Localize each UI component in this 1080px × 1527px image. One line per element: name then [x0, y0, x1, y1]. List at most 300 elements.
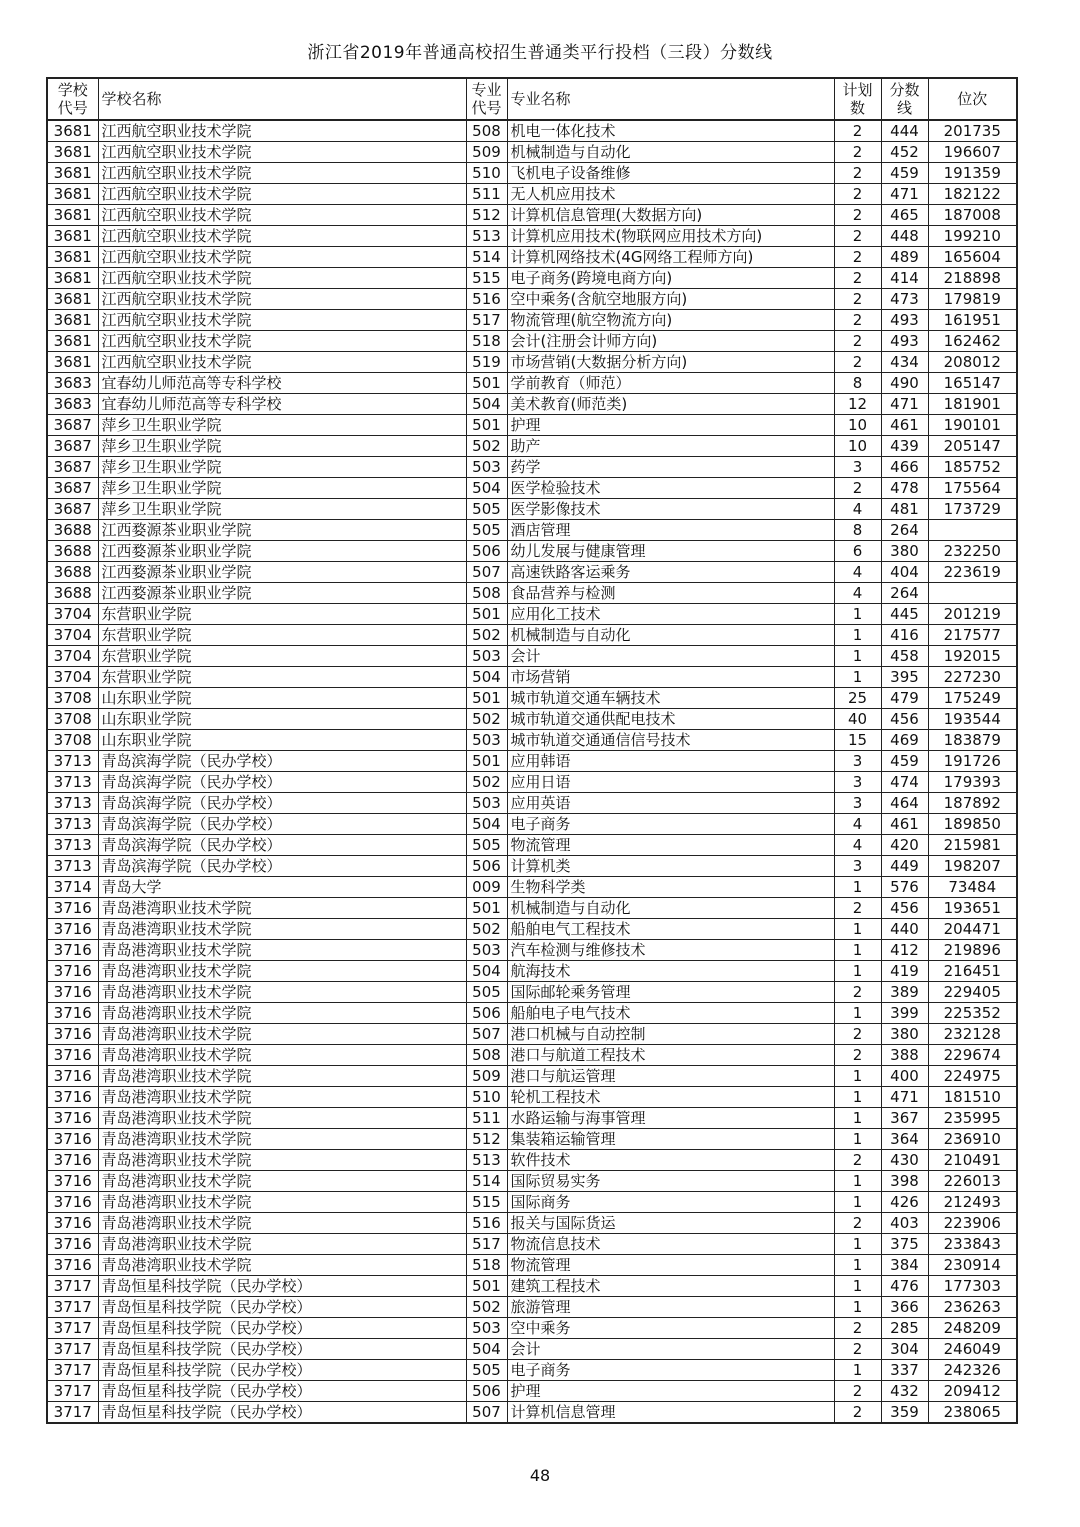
- rank-cell: 181901: [928, 394, 1017, 415]
- major-name-cell: 物流管理: [507, 1255, 834, 1276]
- major-code-cell: 506: [466, 541, 507, 562]
- major-name-cell: 机械制造与自动化: [507, 625, 834, 646]
- school-name-cell: 青岛港湾职业技术学院: [98, 1087, 466, 1108]
- major-name-cell: 机械制造与自动化: [507, 898, 834, 919]
- table-row: [47, 1045, 1017, 1066]
- table-row: [47, 1066, 1017, 1087]
- school-code-cell: 3704: [47, 625, 98, 646]
- major-code-cell: 507: [466, 562, 507, 583]
- major-name-cell: 城市轨道交通供配电技术: [507, 709, 834, 730]
- school-name-cell: 江西航空职业技术学院: [98, 184, 466, 205]
- school-code-cell: 3687: [47, 436, 98, 457]
- school-code-cell: 3716: [47, 1192, 98, 1213]
- table-row: [47, 982, 1017, 1003]
- major-code-cell: 505: [466, 499, 507, 520]
- major-code-cell: 504: [466, 667, 507, 688]
- table-row: [47, 1234, 1017, 1255]
- rank-cell: 183879: [928, 730, 1017, 751]
- table-row: [47, 1003, 1017, 1024]
- score-cell: 426: [881, 1192, 928, 1213]
- plan-cell: 2: [834, 1381, 881, 1402]
- rank-cell: [928, 583, 1017, 604]
- rank-cell: 179393: [928, 772, 1017, 793]
- rank-cell: 227230: [928, 667, 1017, 688]
- table-row: [47, 289, 1017, 310]
- rank-cell: 223906: [928, 1213, 1017, 1234]
- score-cell: 375: [881, 1234, 928, 1255]
- major-code-cell: 510: [466, 163, 507, 184]
- rank-cell: 232250: [928, 541, 1017, 562]
- score-cell: 444: [881, 120, 928, 142]
- table-row: [47, 310, 1017, 331]
- school-code-cell: 3687: [47, 499, 98, 520]
- major-name-cell: 港口与航运管理: [507, 1066, 834, 1087]
- major-code-cell: 502: [466, 919, 507, 940]
- school-code-cell: 3688: [47, 520, 98, 541]
- major-code-cell: 503: [466, 457, 507, 478]
- score-cell: 285: [881, 1318, 928, 1339]
- major-code-cell: 503: [466, 730, 507, 751]
- school-name-cell: 青岛滨海学院（民办学校）: [98, 793, 466, 814]
- major-name-cell: 应用日语: [507, 772, 834, 793]
- plan-cell: 2: [834, 898, 881, 919]
- rank-cell: 208012: [928, 352, 1017, 373]
- school-code-cell: 3683: [47, 394, 98, 415]
- plan-cell: 1: [834, 1003, 881, 1024]
- plan-cell: 3: [834, 457, 881, 478]
- plan-cell: 2: [834, 352, 881, 373]
- major-code-cell: 508: [466, 120, 507, 142]
- rank-cell: 232128: [928, 1024, 1017, 1045]
- rank-cell: 210491: [928, 1150, 1017, 1171]
- major-code-cell: 511: [466, 184, 507, 205]
- major-name-cell: 轮机工程技术: [507, 1087, 834, 1108]
- table-row: [47, 1381, 1017, 1402]
- table-row: [47, 1255, 1017, 1276]
- rank-cell: 224975: [928, 1066, 1017, 1087]
- major-code-cell: 516: [466, 1213, 507, 1234]
- major-code-cell: 512: [466, 205, 507, 226]
- table-row: [47, 730, 1017, 751]
- rank-cell: 196607: [928, 142, 1017, 163]
- major-name-cell: 药学: [507, 457, 834, 478]
- table-row: [47, 1192, 1017, 1213]
- school-name-cell: 青岛港湾职业技术学院: [98, 1213, 466, 1234]
- school-name-cell: 青岛港湾职业技术学院: [98, 940, 466, 961]
- major-code-cell: 513: [466, 226, 507, 247]
- plan-cell: 12: [834, 394, 881, 415]
- plan-cell: 1: [834, 1360, 881, 1381]
- table-row: [47, 940, 1017, 961]
- school-name-cell: 江西航空职业技术学院: [98, 268, 466, 289]
- table-row: [47, 604, 1017, 625]
- table-row: [47, 583, 1017, 604]
- table-row: [47, 1318, 1017, 1339]
- major-code-cell: 511: [466, 1108, 507, 1129]
- major-name-cell: 船舶电子电气技术: [507, 1003, 834, 1024]
- table-row: [47, 457, 1017, 478]
- rank-cell: 173729: [928, 499, 1017, 520]
- major-name-cell: 计算机类: [507, 856, 834, 877]
- major-name-cell: 美术教育(师范类): [507, 394, 834, 415]
- major-name-cell: 港口与航道工程技术: [507, 1045, 834, 1066]
- major-name-cell: 电子商务(跨境电商方向): [507, 268, 834, 289]
- score-cell: 359: [881, 1402, 928, 1424]
- major-code-cell: 514: [466, 247, 507, 268]
- major-code-cell: 505: [466, 1360, 507, 1381]
- major-name-cell: 酒店管理: [507, 520, 834, 541]
- score-cell: 414: [881, 268, 928, 289]
- score-cell: 403: [881, 1213, 928, 1234]
- major-code-cell: 504: [466, 961, 507, 982]
- rank-cell: 162462: [928, 331, 1017, 352]
- school-code-cell: 3716: [47, 1255, 98, 1276]
- table-row: [47, 1339, 1017, 1360]
- score-cell: 471: [881, 1087, 928, 1108]
- table-row: [47, 1129, 1017, 1150]
- table-row: [47, 919, 1017, 940]
- table-row: [47, 1297, 1017, 1318]
- school-code-cell: 3681: [47, 310, 98, 331]
- major-name-cell: 物流信息技术: [507, 1234, 834, 1255]
- major-code-cell: 504: [466, 478, 507, 499]
- table-row: [47, 205, 1017, 226]
- plan-cell: 2: [834, 289, 881, 310]
- table-row: [47, 688, 1017, 709]
- rank-cell: 218898: [928, 268, 1017, 289]
- score-cell: 466: [881, 457, 928, 478]
- school-code-cell: 3716: [47, 1045, 98, 1066]
- school-code-cell: 3713: [47, 856, 98, 877]
- major-name-cell: 助产: [507, 436, 834, 457]
- plan-cell: 2: [834, 1150, 881, 1171]
- score-cell: 445: [881, 604, 928, 625]
- major-code-cell: 509: [466, 142, 507, 163]
- school-name-cell: 东营职业学院: [98, 646, 466, 667]
- score-cell: 432: [881, 1381, 928, 1402]
- plan-cell: 1: [834, 604, 881, 625]
- school-code-cell: 3708: [47, 688, 98, 709]
- rank-cell: 189850: [928, 814, 1017, 835]
- score-cell: 384: [881, 1255, 928, 1276]
- plan-cell: 8: [834, 520, 881, 541]
- table-row: [47, 120, 1017, 142]
- school-code-cell: 3717: [47, 1402, 98, 1424]
- major-code-cell: 507: [466, 1402, 507, 1424]
- major-code-cell: 501: [466, 1276, 507, 1297]
- table-row: [47, 856, 1017, 877]
- school-code-cell: 3717: [47, 1318, 98, 1339]
- score-cell: 464: [881, 793, 928, 814]
- major-code-cell: 503: [466, 646, 507, 667]
- school-code-cell: 3714: [47, 877, 98, 898]
- school-code-cell: 3716: [47, 1150, 98, 1171]
- score-cell: 388: [881, 1045, 928, 1066]
- header-score: 分数线: [881, 78, 928, 120]
- school-name-cell: 青岛港湾职业技术学院: [98, 1066, 466, 1087]
- plan-cell: 1: [834, 667, 881, 688]
- school-code-cell: 3687: [47, 478, 98, 499]
- school-name-cell: 萍乡卫生职业学院: [98, 499, 466, 520]
- major-name-cell: 计算机信息管理: [507, 1402, 834, 1424]
- school-name-cell: 江西婺源茶业职业学院: [98, 583, 466, 604]
- score-cell: 264: [881, 583, 928, 604]
- plan-cell: 2: [834, 982, 881, 1003]
- major-name-cell: 电子商务: [507, 814, 834, 835]
- school-name-cell: 江西航空职业技术学院: [98, 289, 466, 310]
- table-row: [47, 415, 1017, 436]
- school-code-cell: 3713: [47, 772, 98, 793]
- rank-cell: 165147: [928, 373, 1017, 394]
- school-name-cell: 青岛港湾职业技术学院: [98, 1234, 466, 1255]
- major-name-cell: 国际商务: [507, 1192, 834, 1213]
- major-code-cell: 517: [466, 310, 507, 331]
- school-code-cell: 3713: [47, 751, 98, 772]
- school-code-cell: 3681: [47, 289, 98, 310]
- major-name-cell: 物流管理: [507, 835, 834, 856]
- school-name-cell: 青岛恒星科技学院（民办学校）: [98, 1402, 466, 1424]
- score-cell: 471: [881, 184, 928, 205]
- school-code-cell: 3717: [47, 1339, 98, 1360]
- school-code-cell: 3681: [47, 184, 98, 205]
- rank-cell: 201735: [928, 120, 1017, 142]
- school-name-cell: 东营职业学院: [98, 667, 466, 688]
- score-cell: 449: [881, 856, 928, 877]
- plan-cell: 1: [834, 961, 881, 982]
- plan-cell: 10: [834, 436, 881, 457]
- school-name-cell: 青岛滨海学院（民办学校）: [98, 835, 466, 856]
- school-code-cell: 3716: [47, 1213, 98, 1234]
- school-code-cell: 3683: [47, 373, 98, 394]
- table-row: [47, 562, 1017, 583]
- school-name-cell: 萍乡卫生职业学院: [98, 478, 466, 499]
- major-name-cell: 空中乘务(含航空地服方向): [507, 289, 834, 310]
- table-row: [47, 247, 1017, 268]
- plan-cell: 1: [834, 646, 881, 667]
- major-code-cell: 517: [466, 1234, 507, 1255]
- school-name-cell: 青岛港湾职业技术学院: [98, 961, 466, 982]
- rank-cell: 242326: [928, 1360, 1017, 1381]
- school-code-cell: 3717: [47, 1297, 98, 1318]
- school-code-cell: 3717: [47, 1276, 98, 1297]
- table-header: [47, 78, 1017, 120]
- major-code-cell: 512: [466, 1129, 507, 1150]
- major-name-cell: 计算机应用技术(物联网应用技术方向): [507, 226, 834, 247]
- school-code-cell: 3681: [47, 142, 98, 163]
- major-code-cell: 506: [466, 856, 507, 877]
- major-name-cell: 高速铁路客运乘务: [507, 562, 834, 583]
- plan-cell: 2: [834, 205, 881, 226]
- school-code-cell: 3681: [47, 352, 98, 373]
- major-name-cell: 学前教育（师范）: [507, 373, 834, 394]
- school-name-cell: 青岛恒星科技学院（民办学校）: [98, 1381, 466, 1402]
- major-code-cell: 502: [466, 436, 507, 457]
- table-row: [47, 478, 1017, 499]
- major-code-cell: 508: [466, 1045, 507, 1066]
- major-name-cell: 会计: [507, 646, 834, 667]
- plan-cell: 1: [834, 1087, 881, 1108]
- plan-cell: 3: [834, 793, 881, 814]
- school-name-cell: 青岛滨海学院（民办学校）: [98, 814, 466, 835]
- plan-cell: 2: [834, 1213, 881, 1234]
- score-cell: 458: [881, 646, 928, 667]
- major-name-cell: 应用英语: [507, 793, 834, 814]
- plan-cell: 2: [834, 142, 881, 163]
- school-code-cell: 3681: [47, 226, 98, 247]
- header-school-code: 学校代号: [47, 78, 98, 120]
- rank-cell: [928, 520, 1017, 541]
- plan-cell: 8: [834, 373, 881, 394]
- rank-cell: 193651: [928, 898, 1017, 919]
- school-name-cell: 江西婺源茶业职业学院: [98, 541, 466, 562]
- rank-cell: 73484: [928, 877, 1017, 898]
- major-name-cell: 城市轨道交通车辆技术: [507, 688, 834, 709]
- major-name-cell: 护理: [507, 1381, 834, 1402]
- table-row: [47, 142, 1017, 163]
- school-code-cell: 3716: [47, 1234, 98, 1255]
- plan-cell: 1: [834, 625, 881, 646]
- school-name-cell: 江西航空职业技术学院: [98, 205, 466, 226]
- score-cell: 399: [881, 1003, 928, 1024]
- major-name-cell: 无人机应用技术: [507, 184, 834, 205]
- major-name-cell: 国际贸易实务: [507, 1171, 834, 1192]
- school-name-cell: 青岛恒星科技学院（民办学校）: [98, 1276, 466, 1297]
- rank-cell: 235995: [928, 1108, 1017, 1129]
- table-row: [47, 1360, 1017, 1381]
- score-cell: 471: [881, 394, 928, 415]
- score-cell: 469: [881, 730, 928, 751]
- table-row: [47, 646, 1017, 667]
- school-code-cell: 3713: [47, 814, 98, 835]
- score-cell: 380: [881, 1024, 928, 1045]
- table-row: [47, 877, 1017, 898]
- major-code-cell: 503: [466, 940, 507, 961]
- major-name-cell: 物流管理(航空物流方向): [507, 310, 834, 331]
- major-code-cell: 506: [466, 1003, 507, 1024]
- score-cell: 420: [881, 835, 928, 856]
- score-cell: 380: [881, 541, 928, 562]
- school-code-cell: 3687: [47, 457, 98, 478]
- school-name-cell: 江西航空职业技术学院: [98, 142, 466, 163]
- major-code-cell: 515: [466, 268, 507, 289]
- major-name-cell: 医学影像技术: [507, 499, 834, 520]
- score-cell: 434: [881, 352, 928, 373]
- major-name-cell: 机电一体化技术: [507, 120, 834, 142]
- school-name-cell: 青岛港湾职业技术学院: [98, 919, 466, 940]
- score-cell: 366: [881, 1297, 928, 1318]
- school-name-cell: 山东职业学院: [98, 688, 466, 709]
- plan-cell: 2: [834, 184, 881, 205]
- major-name-cell: 水路运输与海事管理: [507, 1108, 834, 1129]
- school-name-cell: 青岛港湾职业技术学院: [98, 898, 466, 919]
- rank-cell: 216451: [928, 961, 1017, 982]
- school-code-cell: 3708: [47, 709, 98, 730]
- plan-cell: 2: [834, 1402, 881, 1424]
- table-row: [47, 1108, 1017, 1129]
- rank-cell: 225352: [928, 1003, 1017, 1024]
- major-code-cell: 501: [466, 751, 507, 772]
- major-name-cell: 软件技术: [507, 1150, 834, 1171]
- plan-cell: 1: [834, 1234, 881, 1255]
- score-cell: 430: [881, 1150, 928, 1171]
- major-code-cell: 514: [466, 1171, 507, 1192]
- major-code-cell: 519: [466, 352, 507, 373]
- plan-cell: 1: [834, 1192, 881, 1213]
- school-name-cell: 江西航空职业技术学院: [98, 247, 466, 268]
- table-row: [47, 394, 1017, 415]
- school-code-cell: 3687: [47, 415, 98, 436]
- major-code-cell: 009: [466, 877, 507, 898]
- school-code-cell: 3681: [47, 205, 98, 226]
- table-row: [47, 520, 1017, 541]
- plan-cell: 1: [834, 1297, 881, 1318]
- school-name-cell: 青岛港湾职业技术学院: [98, 1108, 466, 1129]
- plan-cell: 1: [834, 940, 881, 961]
- school-name-cell: 宜春幼儿师范高等专科学校: [98, 394, 466, 415]
- header-major-name: 专业名称: [507, 78, 834, 120]
- school-code-cell: 3716: [47, 1108, 98, 1129]
- school-name-cell: 青岛恒星科技学院（民办学校）: [98, 1360, 466, 1381]
- major-name-cell: 应用化工技术: [507, 604, 834, 625]
- table-row: [47, 373, 1017, 394]
- table-row: [47, 331, 1017, 352]
- table-row: [47, 1213, 1017, 1234]
- table-row: [47, 1402, 1017, 1424]
- rank-cell: 248209: [928, 1318, 1017, 1339]
- school-name-cell: 青岛港湾职业技术学院: [98, 1255, 466, 1276]
- school-name-cell: 青岛港湾职业技术学院: [98, 1192, 466, 1213]
- rank-cell: 226013: [928, 1171, 1017, 1192]
- school-name-cell: 东营职业学院: [98, 625, 466, 646]
- score-cell: 400: [881, 1066, 928, 1087]
- school-code-cell: 3716: [47, 1129, 98, 1150]
- rank-cell: 229405: [928, 982, 1017, 1003]
- major-name-cell: 旅游管理: [507, 1297, 834, 1318]
- plan-cell: 25: [834, 688, 881, 709]
- rank-cell: 165604: [928, 247, 1017, 268]
- school-code-cell: 3716: [47, 940, 98, 961]
- major-name-cell: 港口机械与自动控制: [507, 1024, 834, 1045]
- school-code-cell: 3716: [47, 1003, 98, 1024]
- plan-cell: 4: [834, 562, 881, 583]
- score-cell: 473: [881, 289, 928, 310]
- school-code-cell: 3681: [47, 120, 98, 142]
- school-code-cell: 3688: [47, 541, 98, 562]
- score-cell: 395: [881, 667, 928, 688]
- table-row: [47, 751, 1017, 772]
- rank-cell: 182122: [928, 184, 1017, 205]
- school-name-cell: 萍乡卫生职业学院: [98, 436, 466, 457]
- score-cell: 412: [881, 940, 928, 961]
- school-name-cell: 青岛大学: [98, 877, 466, 898]
- major-name-cell: 计算机网络技术(4G网络工程师方向): [507, 247, 834, 268]
- school-name-cell: 江西航空职业技术学院: [98, 352, 466, 373]
- score-cell: 576: [881, 877, 928, 898]
- table-row: [47, 268, 1017, 289]
- score-cell: 416: [881, 625, 928, 646]
- major-name-cell: 城市轨道交通通信信号技术: [507, 730, 834, 751]
- school-code-cell: 3704: [47, 604, 98, 625]
- score-cell: 367: [881, 1108, 928, 1129]
- header-major-code: 专业代号: [466, 78, 507, 120]
- school-code-cell: 3681: [47, 163, 98, 184]
- major-name-cell: 汽车检测与维修技术: [507, 940, 834, 961]
- score-cell: 474: [881, 772, 928, 793]
- plan-cell: 1: [834, 1129, 881, 1150]
- score-cell: 481: [881, 499, 928, 520]
- school-name-cell: 青岛港湾职业技术学院: [98, 982, 466, 1003]
- score-cell: 452: [881, 142, 928, 163]
